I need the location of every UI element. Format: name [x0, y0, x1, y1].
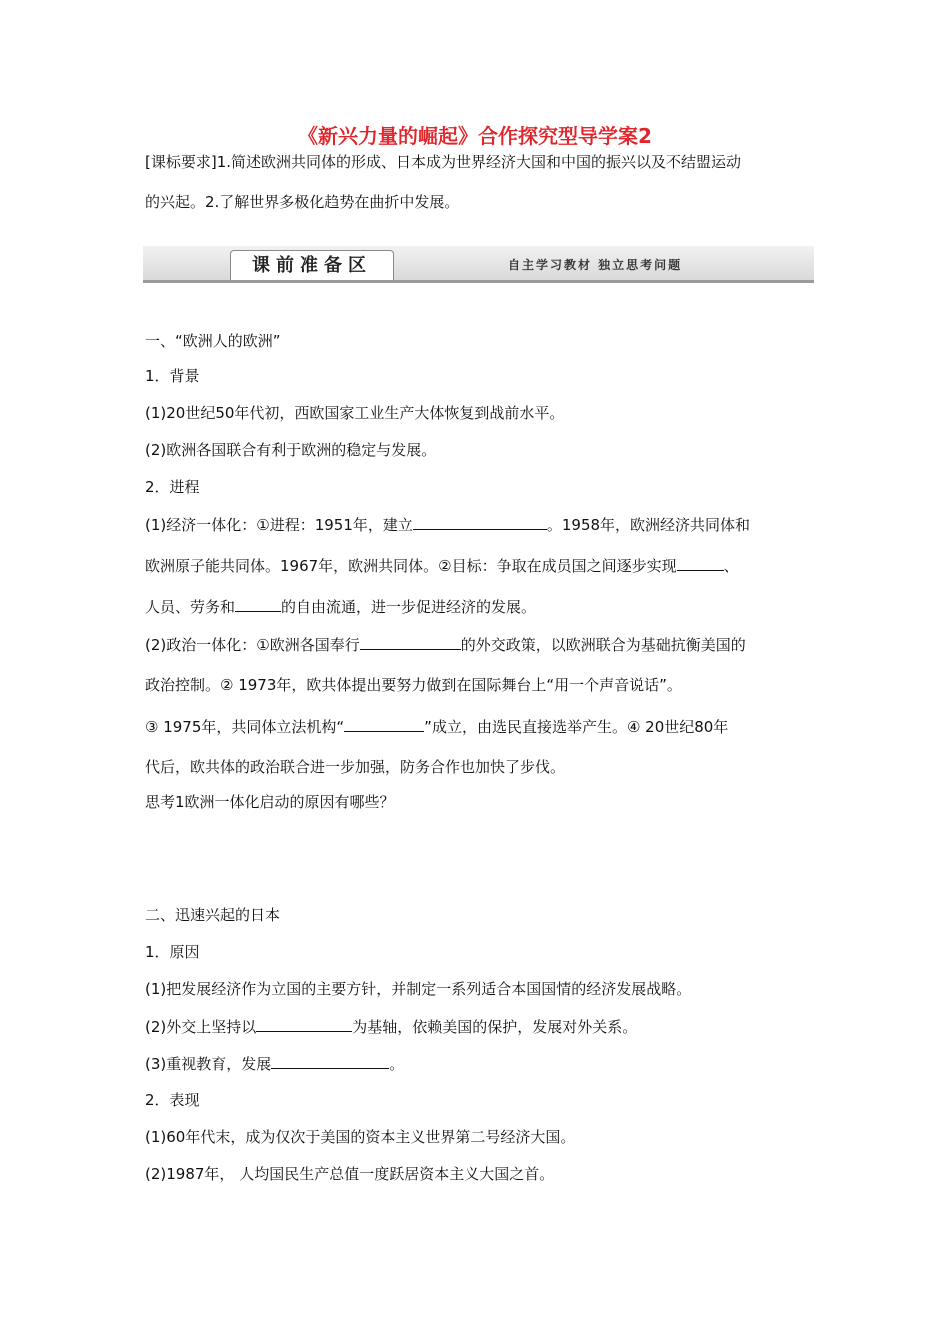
intro-line-2: 的兴起。2.了解世界多极化趋势在曲折中发展。 — [145, 193, 460, 211]
answer-blank[interactable] — [235, 596, 281, 612]
answer-blank[interactable] — [344, 716, 424, 732]
answer-blank[interactable] — [256, 1016, 352, 1032]
section2-cause-1: (1)把发展经济作为立国的主要方针，并制定一系列适合本国国情的经济发展战略。 — [145, 980, 692, 998]
answer-blank[interactable] — [677, 555, 724, 571]
section2-performance-2: (2)1987年， 人均国民生产总值一度跃居资本主义大国之首。 — [145, 1165, 555, 1183]
section2-cause-2 — [145, 1016, 813, 1037]
econ-line-3 — [145, 596, 813, 617]
section2-performance-1: (1)60年代末，成为仅次于美国的资本主义世界第二号经济大国。 — [145, 1128, 576, 1146]
section2-performance-heading: 2．表现 — [145, 1091, 200, 1109]
cause-3-text-a: (3)重视教育，发展 — [145, 1055, 272, 1073]
pol-text-e: ”成立，由选民直接选举产生。④ 20世纪80年 — [424, 718, 729, 736]
think-question-1: 思考1欧洲一体化启动的原因有哪些？ — [145, 793, 395, 811]
cause-3-text-b: 。 — [389, 1055, 405, 1073]
banner-right-text: 自主学习教材 独立思考问题 — [508, 258, 683, 272]
pol-line-2: 政治控制。② 1973年，欧共体提出要努力做到在国际舞台上“用一个声音说话”。 — [145, 676, 682, 694]
section1-heading: 一、“欧洲人的欧洲” — [145, 332, 281, 350]
econ-text-a: (1)经济一体化：①进程：1951年，建立 — [145, 516, 413, 534]
section1-background-1: (1)20世纪50年代初，西欧国家工业生产大体恢复到战前水平。 — [145, 404, 565, 422]
banner-tab-label: 课前准备区 — [230, 250, 394, 280]
page-title: 《新兴力量的崛起》合作探究型导学案2 — [298, 124, 652, 148]
answer-blank[interactable] — [360, 634, 461, 650]
cause-2-text-a: (2)外交上坚持以 — [145, 1018, 257, 1036]
pol-text-b: 的外交政策，以欧洲联合为基础抗衡美国的 — [460, 636, 746, 654]
section1-background-2: (2)欧洲各国联合有利于欧洲的稳定与发展。 — [145, 441, 437, 459]
econ-text-c: 欧洲原子能共同体。1967年，欧洲共同体。②目标：争取在成员国之间逐步实现 — [145, 557, 677, 575]
cause-2-text-b: 为基轴，依赖美国的保护，发展对外关系。 — [352, 1018, 638, 1036]
section1-process-heading: 2．进程 — [145, 478, 200, 496]
econ-text-b: 。1958年，欧洲经济共同体和 — [546, 516, 751, 534]
section1-background-heading: 1．背景 — [145, 367, 200, 385]
pol-line-4: 代后，欧共体的政治联合进一步加强，防务合作也加快了步伐。 — [145, 758, 566, 776]
pol-text-d: ③ 1975年，共同体立法机构“ — [145, 718, 345, 736]
econ-text-f: 的自由流通，进一步促进经济的发展。 — [281, 598, 537, 616]
section2-heading: 二、迅速兴起的日本 — [145, 906, 281, 924]
pol-line-1 — [145, 634, 813, 655]
section2-cause-heading: 1．原因 — [145, 943, 200, 961]
answer-blank[interactable] — [271, 1053, 389, 1069]
pol-line-3 — [145, 716, 813, 737]
section2-cause-3 — [145, 1053, 813, 1074]
section-banner — [143, 246, 814, 284]
econ-line-1 — [145, 514, 813, 535]
intro-line-1: [课标要求]1.简述欧洲共同体的形成、日本成为世界经济大国和中国的振兴以及不结盟运动 — [145, 153, 742, 171]
econ-text-e: 人员、劳务和 — [145, 598, 236, 616]
econ-line-2 — [145, 555, 813, 576]
answer-blank[interactable] — [413, 514, 547, 530]
econ-text-d: 、 — [723, 557, 739, 575]
pol-text-a: (2)政治一体化：①欧洲各国奉行 — [145, 636, 360, 654]
